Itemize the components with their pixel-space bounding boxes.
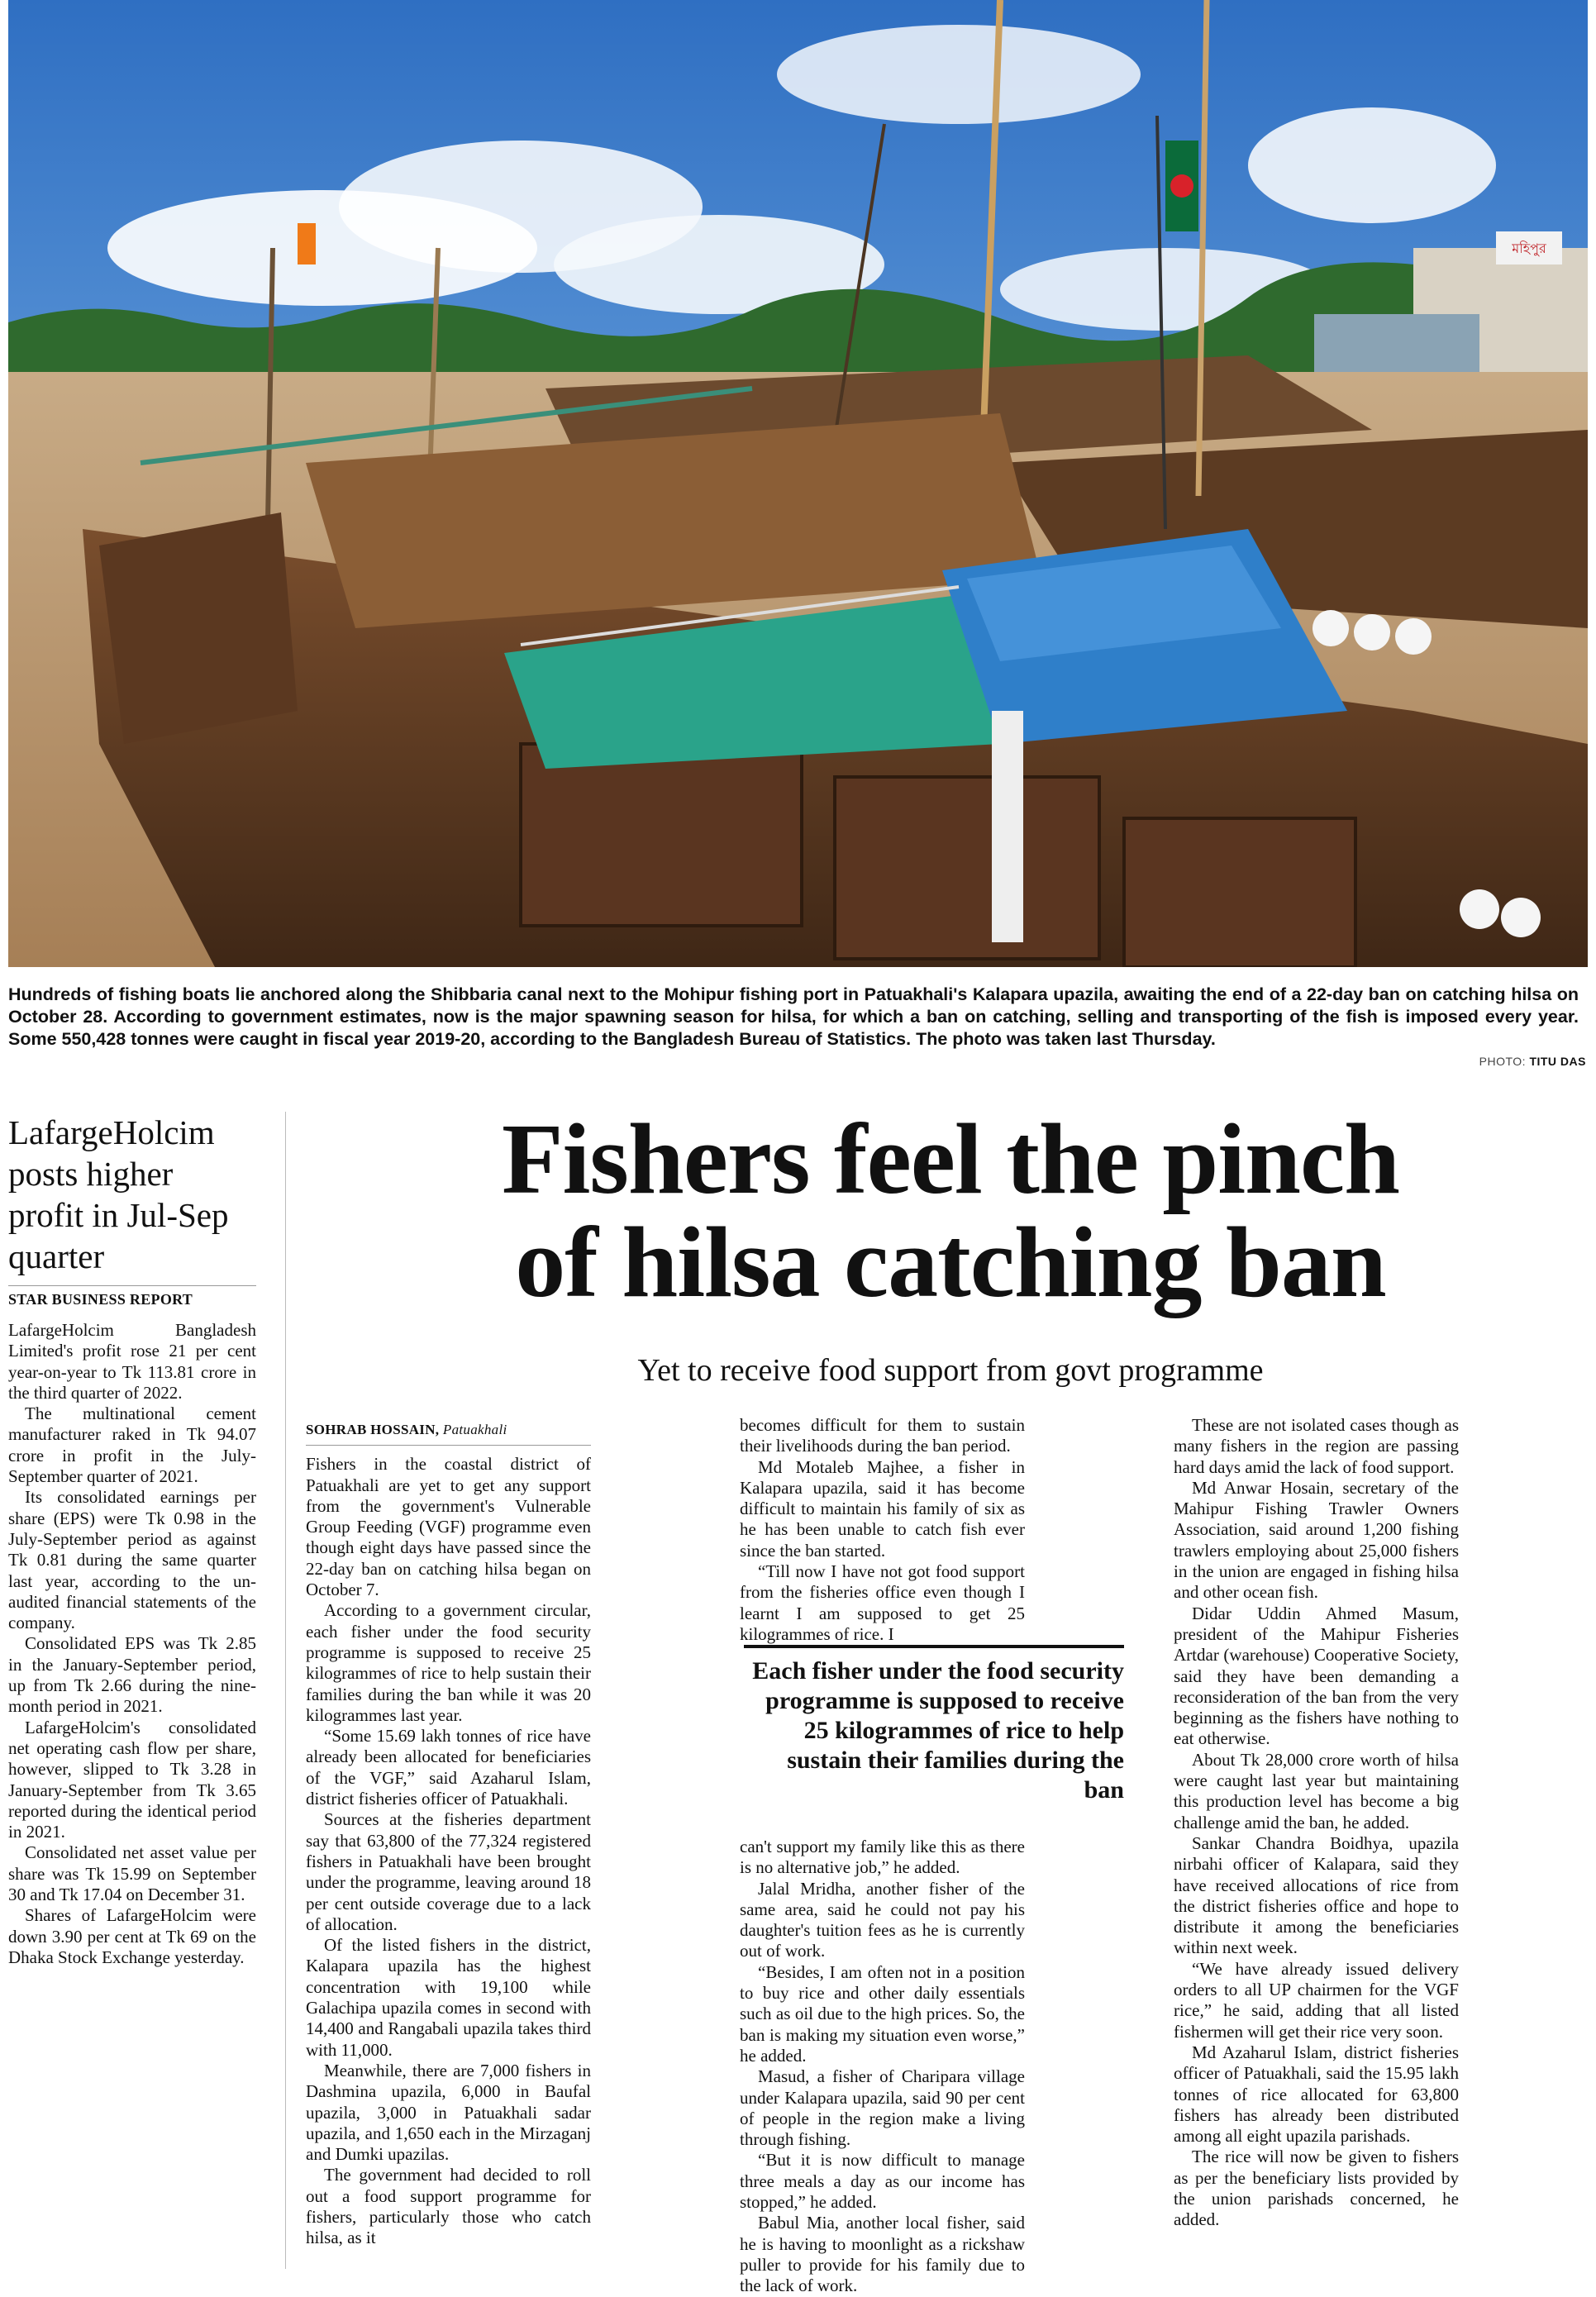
main-headline <box>314 1103 1587 1318</box>
side-story-headline: LafargeHolcim posts higher profit in Jul-Sep quarter <box>8 1113 229 1275</box>
subheadline: Yet to receive food support from govt programme <box>637 1353 1264 1388</box>
side-story-body <box>8 1320 256 1968</box>
side-story <box>8 1112 256 1968</box>
article-paragraph: Jalal Mridha, another fisher of the same area, said he could not pay his daughter's tuition fees as he is currently out of work. <box>740 1878 1025 1961</box>
side-paragraph: Shares of LafargeHolcim were down 3.90 per cent at Tk 69 on the Dhaka Stock Exchange yesterday. <box>8 1905 256 1967</box>
article-column-2 <box>740 1415 1025 1645</box>
headline-line-2: of hilsa catching ban <box>515 1207 1386 1318</box>
article-paragraph: Fishers in the coastal district of Patuakhali are yet to get any support from the government's Vulnerable Group Feeding (VGF) programme even though eight days have passed since the 22-day ban on catching hilsa began on October 7. <box>306 1454 591 1600</box>
side-paragraph: Its consolidated earnings per share (EPS) were Tk 0.98 in the July-September period as against Tk 0.81 during the same quarter last year, according to the un-audited financial statements of the company. <box>8 1487 256 1633</box>
article-paragraph: “Some 15.69 lakh tonnes of rice have already been allocated for beneficiaries of the VGF,” said Azaharul Islam, district fisheries officer of Patuakhali. <box>306 1726 591 1809</box>
photo-caption: Hundreds of fishing boats lie anchored along the Shibbaria canal next to the Mohipur fishing port in Patuakhali's Kalapara upazila, awaiting the end of a 22-day ban on catching hilsa on October 28. According to government estimates, now is the major spawning season for hilsa, for which a ban on catching, selling and transporting of the fish is imposed every year. Some 550,428 tonnes were caught in fiscal year 2019-20, according to the Bangladesh Bureau of Statistics. The photo was taken last Thursday. <box>8 984 1579 1049</box>
svg-text:মহিপুর: মহিপুর <box>1512 241 1546 256</box>
pull-quote: Each fisher under the food security programme is supposed to receive 25 kilogrammes of rice to help sustain their families during the ban <box>744 1645 1124 1805</box>
article-paragraph: Md Azaharul Islam, district fisheries officer of Patuakhali, said the 15.95 lakh tonnes of rice allocated for 63,800 fishers has already been distributed among all eight upazila parishads. <box>1174 2042 1459 2147</box>
headline-line-1: Fishers feel the pinch <box>501 1103 1400 1215</box>
article-paragraph: According to a government circular, each fisher under the food security programme is supposed to receive 25 kilogrammes of rice to help sustain their families during the ban while it was 20 kilogrammes last year. <box>306 1600 591 1725</box>
photo-credit-name: TITU DAS <box>1529 1055 1586 1068</box>
news-photo <box>8 0 1588 967</box>
article-paragraph: The rice will now be given to fishers as per the beneficiary lists provided by the union parishads concerned, he added. <box>1174 2147 1459 2230</box>
article-paragraph: Masud, a fisher of Charipara village under Kalapara upazila, said 90 per cent of people in the region make a living through fishing. <box>740 2066 1025 2150</box>
article-paragraph: Meanwhile, there are 7,000 fishers in Dashmina upazila, 6,000 in Baufal upazila, 3,000 in Patuakhali sadar upazila, and 1,650 each in the Mirzaganj and Dumki upazilas. <box>306 2060 591 2165</box>
article-paragraph: “Besides, I am often not in a position to buy rice and other daily essentials such as oil due to the high prices. So, the ban is making my situation even worse,” he added. <box>740 1961 1025 2066</box>
article-column-2-continued <box>740 1837 1025 2297</box>
article-paragraph: becomes difficult for them to sustain their livelihoods during the ban period. <box>740 1415 1025 1456</box>
side-paragraph: The multinational cement manufacturer raked in Tk 94.07 crore in profit in the July-September quarter of 2021. <box>8 1403 256 1487</box>
article-paragraph: Sources at the fisheries department say that 63,800 of the 77,324 registered fishers in Patuakhali have been brought under the programme, leaving around 18 per cent outside coverage due to a lack of allocation. <box>306 1809 591 1934</box>
side-paragraph: LafargeHolcim Bangladesh Limited's profit rose 21 per cent year-on-year to Tk 113.81 crore in the third quarter of 2022. <box>8 1320 256 1403</box>
article-paragraph: Babul Mia, another local fisher, said he is having to moonlight as a rickshaw puller to provide for his family due to the lack of work. <box>740 2213 1025 2296</box>
article-paragraph: Didar Uddin Ahmed Masum, president of the Mahipur Fisheries Artdar (warehouse) Cooperative Society, said they have been demanding a reconsideration of the ban from the very beginning as the fishers have nothing to eat otherwise. <box>1174 1603 1459 1749</box>
fishing-boats-illustration <box>8 0 1588 967</box>
article-paragraph: These are not isolated cases though as many fishers in the region are passing hard days amid the lack of food support. <box>1174 1415 1459 1477</box>
article-column-3 <box>1174 1415 1459 2231</box>
side-paragraph: Consolidated EPS was Tk 2.85 in the January-September period, up from Tk 2.66 during the nine-month period in 2021. <box>8 1633 256 1717</box>
photo-credit-prefix: PHOTO: <box>1479 1055 1527 1068</box>
side-paragraph: LafargeHolcim's consolidated net operating cash flow per share, however, slipped to Tk 3.28 in January-September from Tk 3.65 reported during the identical period in 2021. <box>8 1717 256 1842</box>
article-paragraph: Of the listed fishers in the district, Kalapara upazila has the highest concentration with 19,100 while Galachipa upazila comes in second with 14,400 and Rangabali upazila takes third with 11,000. <box>306 1935 591 2060</box>
article-paragraph: Md Motaleb Majhee, a fisher in Kalapara upazila, said it has become difficult to maintain his family of six as he has been unable to catch fish ever since the ban started. <box>740 1456 1025 1561</box>
article-paragraph: “We have already issued delivery orders to all UP chairmen for the VGF rice,” he said, adding that all listed fishermen will get their rice very soon. <box>1174 1958 1459 2042</box>
column-divider <box>285 1112 286 2269</box>
article-paragraph: Md Anwar Hosain, secretary of the Mahipur Fishing Trawler Owners Association, said around 1,200 fishing trawlers employing about 25,000 fishers in the union are engaged in fishing hilsa and other ocean fish. <box>1174 1477 1459 1603</box>
article-paragraph: The government had decided to roll out a food support programme for fishers, particularly those who catch hilsa, as it <box>306 2165 591 2248</box>
article-paragraph: About Tk 28,000 crore worth of hilsa were caught last year but maintaining this production level has become a big challenge amid the ban, he added. <box>1174 1749 1459 1832</box>
byline-place: Patuakhali <box>442 1422 507 1437</box>
article-paragraph: “But it is now difficult to manage three meals a day as our income has stopped,” he added. <box>740 2150 1025 2213</box>
article-paragraph: Sankar Chandra Boidhya, upazila nirbahi officer of Kalapara, said they have received allocations of rice from the district fisheries office and hope to distribute it among the beneficiaries within next week. <box>1174 1832 1459 1958</box>
photo-credit <box>1479 1055 1586 1068</box>
byline-name: SOHRAB HOSSAIN, <box>306 1422 440 1437</box>
article-column-1 <box>306 1419 591 2249</box>
article-paragraph: can't support my family like this as there is no alternative job,” he added. <box>740 1837 1025 1878</box>
side-paragraph: Consolidated net asset value per share was Tk 15.99 on September 30 and Tk 17.04 on December 31. <box>8 1842 256 1905</box>
side-story-byline: STAR BUSINESS REPORT <box>8 1285 256 1308</box>
article-paragraph: “Till now I have not got food support from the fisheries office even though I learnt I am supposed to get 25 kilogrammes of rice. I <box>740 1561 1025 1644</box>
article-byline <box>306 1419 591 1446</box>
